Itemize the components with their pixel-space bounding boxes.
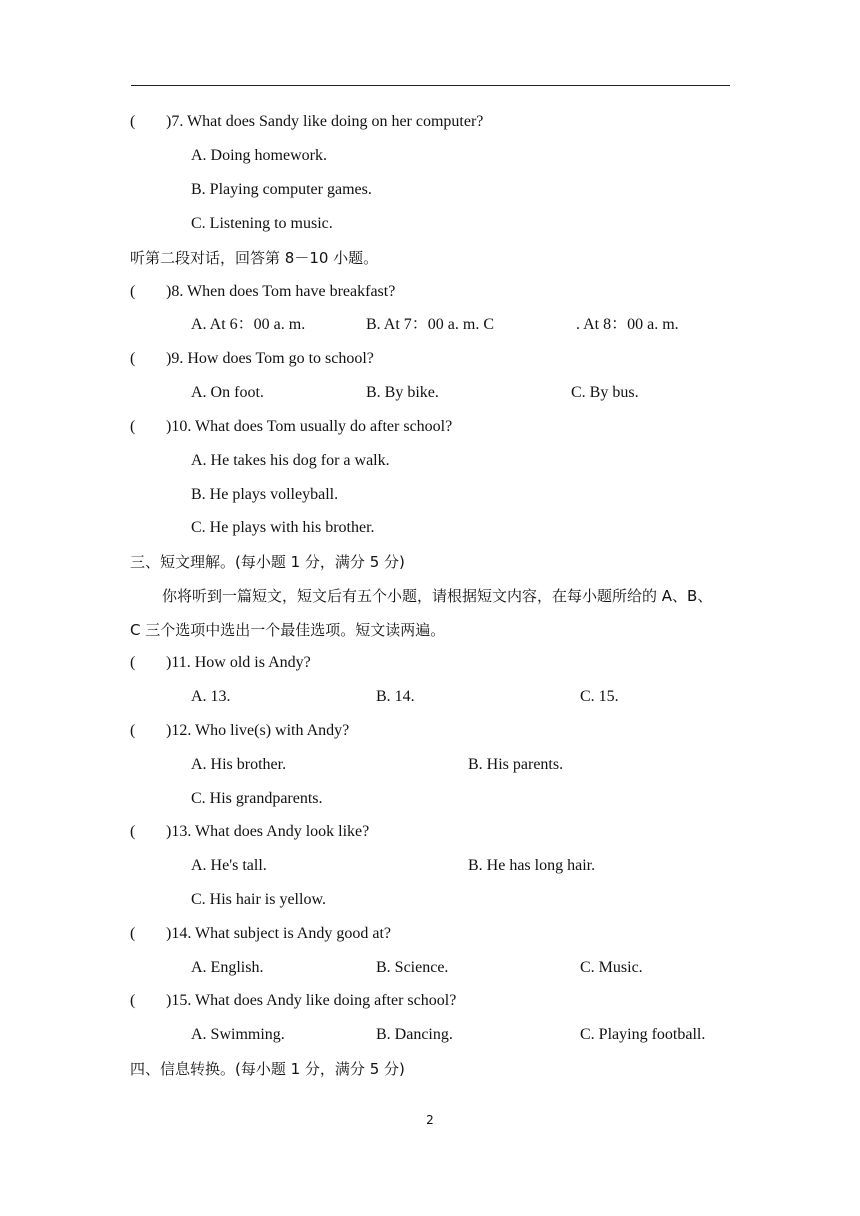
- option-c[interactable]: C. He plays with his brother.: [191, 519, 375, 536]
- option-a[interactable]: A. English.: [191, 959, 264, 976]
- question-text: 8. When does Tom have breakfast?: [171, 283, 396, 300]
- option-a[interactable]: A. He's tall.: [191, 857, 267, 874]
- question-text: 14. What subject is Andy good at?: [171, 925, 391, 942]
- option-c[interactable]: C. Listening to music.: [191, 215, 333, 232]
- option-c[interactable]: C. His hair is yellow.: [191, 891, 326, 908]
- page-number: 2: [426, 1113, 434, 1127]
- answer-bracket-close: ): [166, 350, 172, 367]
- option-b[interactable]: B. By bike.: [366, 384, 439, 401]
- option-c[interactable]: C. His grandparents.: [191, 790, 323, 807]
- answer-bracket-close: ): [166, 823, 172, 840]
- question-text: 15. What does Andy like doing after school?: [171, 992, 457, 1009]
- option-a[interactable]: A. Doing homework.: [191, 147, 327, 164]
- answer-bracket-open[interactable]: (: [130, 654, 136, 671]
- answer-bracket-open[interactable]: (: [130, 113, 136, 130]
- answer-bracket-open[interactable]: (: [130, 823, 136, 840]
- answer-bracket-close: ): [166, 925, 172, 942]
- answer-bracket-open[interactable]: (: [130, 925, 136, 942]
- section-3-intro: 你将听到一篇短文，短文后有五个小题，请根据短文内容，在每小题所给的 A、B、: [162, 587, 713, 605]
- option-b[interactable]: B. At 7：00 a. m. C: [366, 316, 495, 333]
- question-text: 11. How old is Andy?: [171, 654, 311, 671]
- option-a[interactable]: A. On foot.: [191, 384, 264, 401]
- option-a[interactable]: A. His brother.: [191, 756, 287, 773]
- answer-bracket-close: ): [166, 283, 172, 300]
- question-text: 10. What does Tom usually do after school?: [171, 418, 453, 435]
- option-c[interactable]: C. By bus.: [571, 384, 639, 401]
- question-text: 9. How does Tom go to school?: [171, 350, 374, 367]
- option-a[interactable]: A. 13.: [191, 688, 231, 705]
- answer-bracket-close: ): [166, 992, 172, 1009]
- option-b[interactable]: B. He has long hair.: [468, 857, 596, 874]
- option-b[interactable]: B. He plays volleyball.: [191, 486, 339, 503]
- option-b[interactable]: B. His parents.: [468, 756, 564, 773]
- dialog-2-instruction: 听第二段对话，回答第 8－10 小题。: [130, 249, 379, 267]
- option-b[interactable]: B. Playing computer games.: [191, 181, 372, 198]
- answer-bracket-open[interactable]: (: [130, 992, 136, 1009]
- option-c[interactable]: C. 15.: [580, 688, 619, 705]
- option-b[interactable]: B. Dancing.: [376, 1026, 453, 1043]
- answer-bracket-close: ): [166, 418, 172, 435]
- question-text: 12. Who live(s) with Andy?: [171, 722, 350, 739]
- header-rule: [131, 85, 730, 86]
- answer-bracket-close: ): [166, 654, 172, 671]
- answer-bracket-open[interactable]: (: [130, 722, 136, 739]
- question-text: 7. What does Sandy like doing on her computer?: [171, 113, 484, 130]
- answer-bracket-open[interactable]: (: [130, 350, 136, 367]
- answer-bracket-open[interactable]: (: [130, 283, 136, 300]
- option-c[interactable]: C. Playing football.: [580, 1026, 706, 1043]
- question-text: 13. What does Andy look like?: [171, 823, 370, 840]
- option-a[interactable]: A. Swimming.: [191, 1026, 285, 1043]
- option-a[interactable]: A. At 6：00 a. m.: [191, 316, 306, 333]
- option-b[interactable]: B. 14.: [376, 688, 415, 705]
- option-c[interactable]: . At 8：00 a. m.: [576, 316, 679, 333]
- answer-bracket-close: ): [166, 722, 172, 739]
- option-b[interactable]: B. Science.: [376, 959, 449, 976]
- answer-bracket-close: ): [166, 113, 172, 130]
- option-c[interactable]: C. Music.: [580, 959, 643, 976]
- section-3-heading: 三、短文理解。(每小题 1 分，满分 5 分): [130, 553, 405, 571]
- option-a[interactable]: A. He takes his dog for a walk.: [191, 452, 390, 469]
- section-4-heading: 四、信息转换。(每小题 1 分，满分 5 分): [130, 1060, 405, 1078]
- answer-bracket-open[interactable]: (: [130, 418, 136, 435]
- section-3-intro-continued: C 三个选项中选出一个最佳选项。短文读两遍。: [130, 621, 446, 639]
